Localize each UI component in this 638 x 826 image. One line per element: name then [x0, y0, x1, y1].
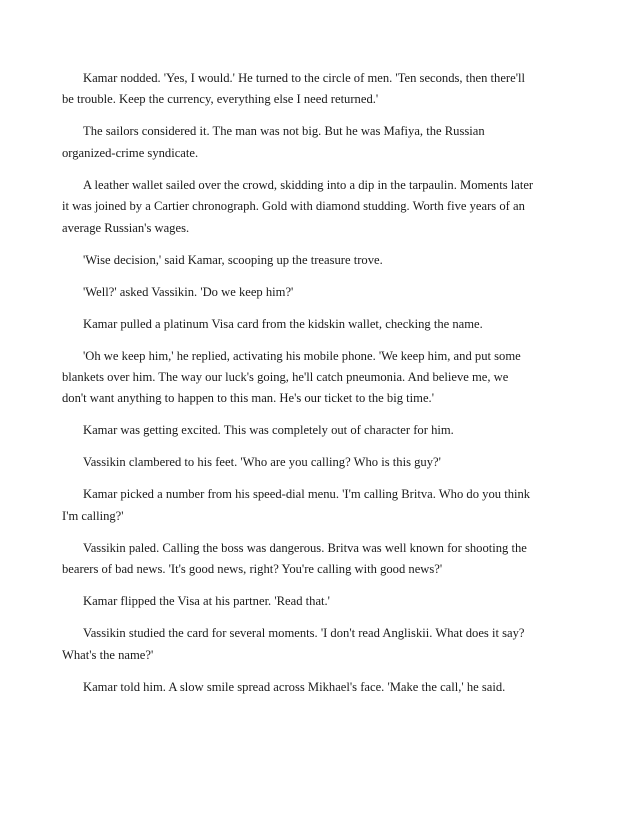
paragraph: Kamar pulled a platinum Visa card from the kidskin wallet, checking the name.	[83, 316, 483, 331]
paragraph: 'Well?' asked Vassikin. 'Do we keep him?'	[83, 284, 294, 299]
paragraph: Kamar told him. A slow smile spread across Mikhael's face. 'Make the call,' he said.	[83, 679, 506, 694]
paragraph: A leather wallet sailed over the crowd, skidding into a dip in the tarpaulin. Moments later it was joined by a Cartier chronograph. Gold with diamond studding. Worth five years of an average Russian's wages.	[62, 177, 534, 235]
paragraph: The sailors considered it. The man was not big. But he was Mafiya, the Russian organized-crime syndicate.	[62, 124, 485, 160]
paragraph: Kamar picked a number from his speed-dial menu. 'I'm calling Britva. Who do you think I'm calling?'	[62, 487, 531, 523]
paragraph: Kamar nodded. 'Yes, I would.' He turned to the circle of men. 'Ten seconds, then there'll be trouble. Keep the currency, everything else I need returned.'	[62, 71, 525, 107]
paragraph: Vassikin paled. Calling the boss was dangerous. Britva was well known for shooting the bearers of bad news. 'It's good news, right? You're calling with good news?'	[62, 540, 527, 577]
paragraph: Vassikin studied the card for several moments. 'I don't read Angliskii. What does it say? What's the name?'	[62, 626, 525, 662]
paragraph: Kamar flipped the Visa at his partner. 'Read that.'	[83, 594, 330, 609]
paragraph: 'Oh we keep him,' he replied, activating his mobile phone. 'We keep him, and put some blankets over him. The way our luck's going, he'll catch pneumonia. And believe me, we don't want anything to happen to this man. He's our ticket to the big time.'	[62, 348, 521, 406]
paragraph: Vassikin clambered to his feet. 'Who are you calling? Who is this guy?'	[83, 455, 441, 470]
paragraph: Kamar was getting excited. This was completely out of character for him.	[83, 423, 454, 438]
story-text	[62, 68, 536, 709]
paragraph: 'Wise decision,' said Kamar, scooping up the treasure trove.	[83, 252, 383, 267]
